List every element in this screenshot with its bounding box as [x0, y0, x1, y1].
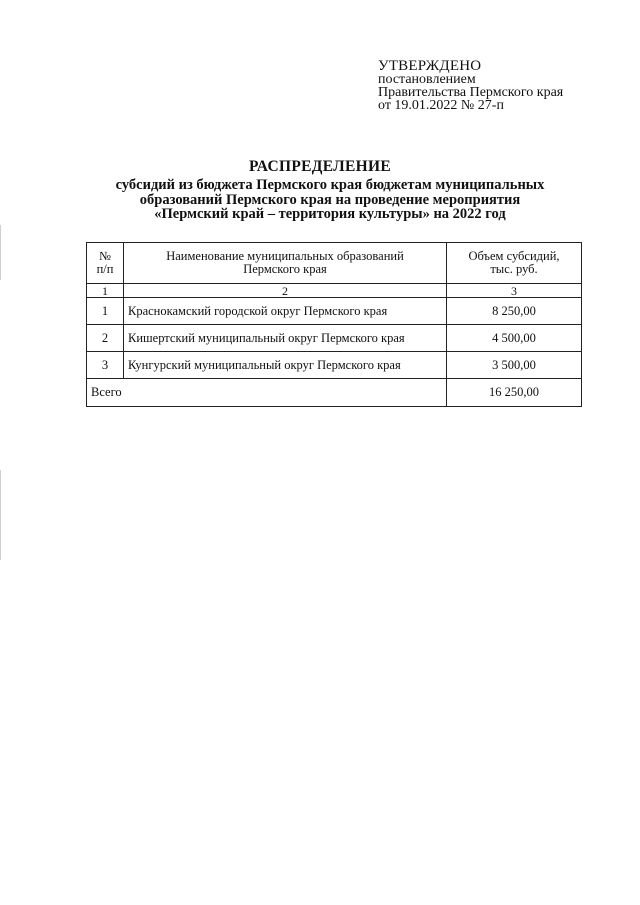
- header-amount-line-1: Объем субсидий,: [468, 249, 560, 263]
- header-amount: [447, 243, 582, 284]
- row-amount: 8 250,00: [447, 298, 582, 325]
- subtitle-line-1: субсидий из бюджета Пермского края бюджетам муниципальных: [115, 177, 545, 193]
- row-name: Кунгурский муниципальный округ Пермского края: [124, 352, 447, 379]
- row-name: Краснокамский городской округ Пермского края: [124, 298, 447, 325]
- header-name: [124, 243, 447, 284]
- row-num: 1: [87, 298, 124, 325]
- approval-line-2: Правительства Пермского края: [378, 85, 564, 100]
- scan-edge-mark: [0, 470, 1, 560]
- header-num-line-2: п/п: [96, 262, 114, 276]
- approval-line-3: от 19.01.2022 № 27-п: [378, 98, 504, 113]
- column-number: 1: [87, 284, 124, 298]
- column-number: 2: [124, 284, 447, 298]
- column-number-row: [87, 284, 582, 298]
- document-subtitle: [90, 178, 570, 222]
- row-name: Кишертский муниципальный округ Пермского края: [124, 325, 447, 352]
- header-amount-line-2: тыс. руб.: [490, 262, 538, 276]
- subtitle-line-3: «Пермский край – территория культуры» на 2022 год: [154, 206, 506, 222]
- approval-heading: УТВЕРЖДЕНО: [378, 58, 482, 74]
- header-name-line-1: Наименование муниципальных образований: [166, 249, 404, 263]
- row-num: 3: [87, 352, 124, 379]
- table-row: [87, 325, 582, 352]
- document-title: РАСПРЕДЕЛЕНИЕ: [249, 158, 391, 175]
- table-row: [87, 352, 582, 379]
- row-amount: 3 500,00: [447, 352, 582, 379]
- header-num: [87, 243, 124, 284]
- row-num: 2: [87, 325, 124, 352]
- total-row: [87, 379, 582, 407]
- header-name-line-2: Пермского края: [243, 262, 327, 276]
- scan-edge-mark: [0, 225, 1, 280]
- subsidy-table: [86, 242, 582, 407]
- total-amount: 16 250,00: [447, 379, 582, 407]
- subtitle-line-2: образований Пермского края на проведение мероприятия: [139, 191, 521, 208]
- column-number: 3: [447, 284, 582, 298]
- total-label: Всего: [87, 379, 447, 407]
- approval-block: [378, 60, 563, 112]
- row-amount: 4 500,00: [447, 325, 582, 352]
- header-num-line-1: №: [99, 249, 111, 263]
- table-header-row: [87, 243, 582, 284]
- approval-line-1: постановлением: [378, 72, 476, 87]
- table-row: [87, 298, 582, 325]
